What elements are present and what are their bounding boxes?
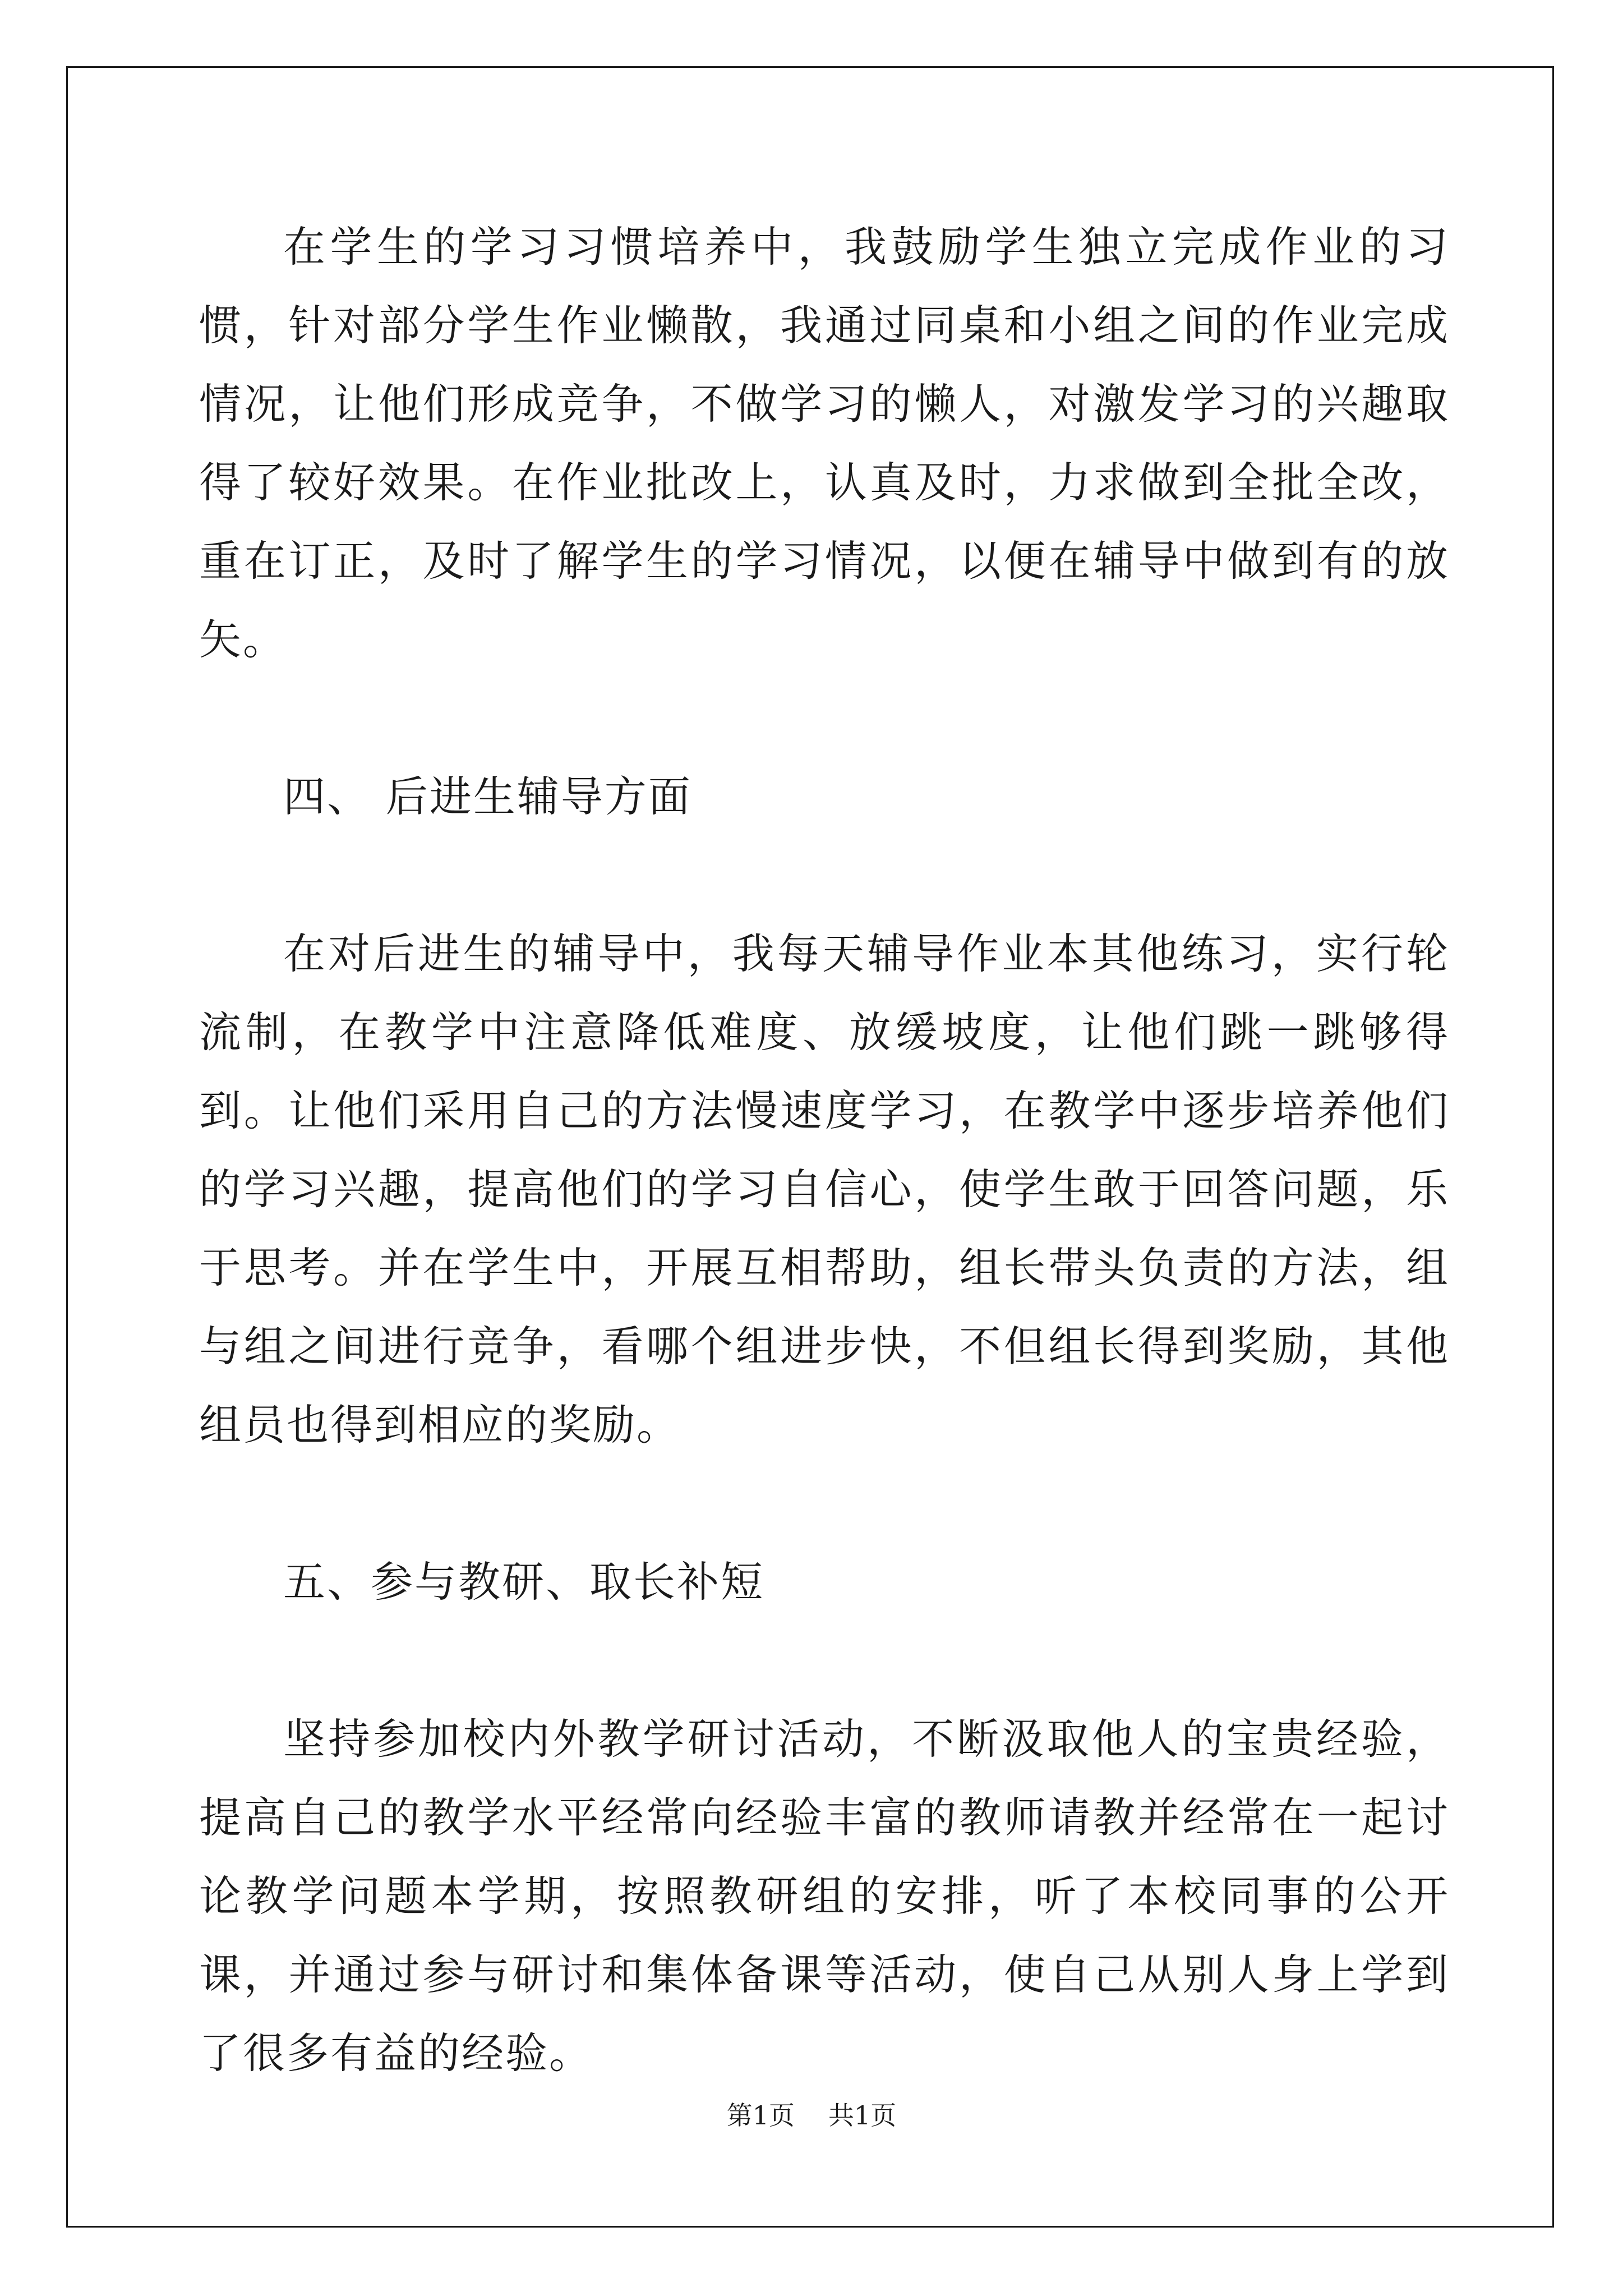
- page-number: 第1页: [726, 2100, 795, 2131]
- section-heading-tutoring: 四、 后进生辅导方面: [283, 772, 692, 821]
- paragraph-research: 坚持参加校内外教学研讨活动，不断汲取他人的宝贵经验，提高自己的教学水平经常向经验丰富的教师请教并经常在一起讨论教学问题本学期，按照教研组的安排，听了本校同事的公开课，并通过参与研讨和集体备课等活动，使自己从别人身上学到了很多有益的经验。: [199, 1714, 1450, 2078]
- paragraph-tutoring: 在对后进生的辅导中，我每天辅导作业本其他练习，实行轮流制，在教学中注意降低难度、放缓坡度，让他们跳一跳够得到。让他们采用自己的方法慢速度学习，在教学中逐步培养他们的学习兴趣，提高他们的学习自信心，使学生敢于回答问题，乐于思考。并在学生中，开展互相帮助，组长带头负责的方法，组与组之间进行竞争，看哪个组进步快，不但组长得到奖励，其他组员也得到相应的奖励。: [199, 929, 1450, 1450]
- paragraph-study-habits: 在学生的学习习惯培养中，我鼓励学生独立完成作业的习惯，针对部分学生作业懒散，我通过同桌和小组之间的作业完成情况，让他们形成竞争，不做学习的懒人，对激发学习的兴趣取得了较好效果。在作业批改上，认真及时，力求做到全批全改，重在订正，及时了解学生的学习情况，以便在辅导中做到有的放矢。: [199, 222, 1450, 664]
- document-body: [199, 208, 1450, 2171]
- page-footer: [0, 2095, 1623, 2132]
- section-heading-research: 五、参与教研、取长补短: [283, 1557, 765, 1607]
- page-total: 共1页: [828, 2100, 897, 2131]
